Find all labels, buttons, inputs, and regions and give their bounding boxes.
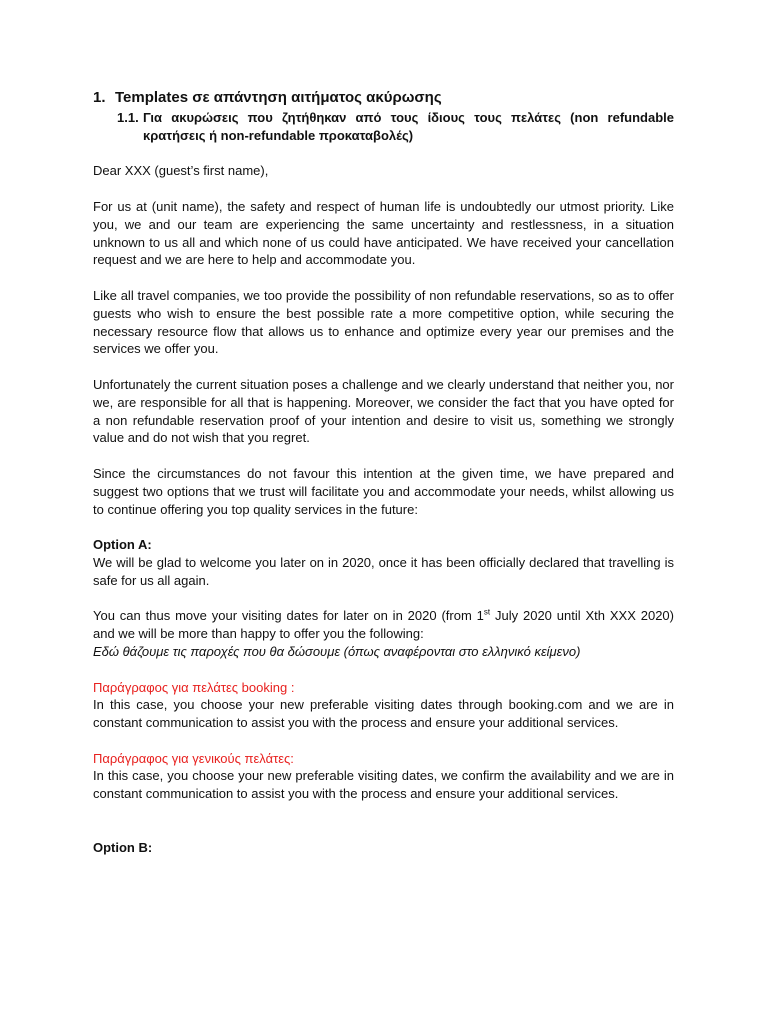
section-heading [93,88,674,108]
subsection-title: Για ακυρώσεις που ζητήθηκαν από τους ίδιους τους πελάτες (non refundable κρατήσεις ή non-refundable προκαταβολές) [143,110,674,143]
subsection-number: 1.1. [117,110,139,125]
general-section-label: Παράγραφος για γενικούς πελάτες: [93,750,294,766]
section-number: 1. [93,89,106,106]
document-body [93,88,674,856]
greeting: Dear XXX (guest’s first name), [93,163,269,179]
general-section-text: In this case, you choose your new preferable visiting dates, we confirm the availability and we are in constant communication to assist you with the process and ensure your additional services. [93,768,674,802]
paragraph-situation: Unfortunately the current situation poses a challenge and we clearly understand that neither you, nor we, are responsible for all that is happening. Moreover, we consider the fact that you have opted for a non refundable reservation proof of your intention and desire to visit us, something we strongly value and do not wish that you regret. [93,376,674,446]
option-a-dates: You can thus move your visiting dates for later on in 2020 (from 1st July 2020 until Xth XXX 2020) and we will be more than happy to offer you the following: [93,607,674,642]
option-a-label: Option A: [93,537,152,553]
option-b-label: Option B: [93,839,153,855]
section-title: Templates σε απάντηση αιτήματος ακύρωσης [115,89,442,106]
booking-section-label: Παράγραφος για πελάτες booking : [93,679,295,695]
option-a-note: Εδώ θάζουμε τις παροχές που θα δώσουμε (όπως αναφέρονται στο ελληνικό κείμενο) [93,643,581,659]
paragraph-non-refundable: Like all travel companies, we too provide the possibility of non refundable reservations, so as to offer guests who wish to ensure the best possible rate a more competitive option, while securing the necessary resource flow that allows us to enhance and optimize every year our premises and the services we offer you. [93,287,674,357]
option-a-text: We will be glad to welcome you later on in 2020, once it has been officially declared that travelling is safe for us all again. [93,554,674,588]
booking-section-text: In this case, you choose your new preferable visiting dates through booking.com and we are in constant communication to assist you with the process and ensure your additional services. [93,697,674,731]
paragraph-options-intro: Since the circumstances do not favour this intention at the given time, we have prepared and suggest two options that we trust will facilitate you and accommodate your needs, whilst allowing us to continue offering you top quality services in the future: [93,465,674,517]
subsection-heading [117,109,674,145]
paragraph-safety: For us at (unit name), the safety and respect of human life is undoubtedly our utmost priority. Like you, we and our team are experiencing the same uncertainty and restlessness, in a situation unknown to us all and which none of us could have anticipated. We have received your cancellation request and we are here to help and accommodate you. [93,198,674,268]
